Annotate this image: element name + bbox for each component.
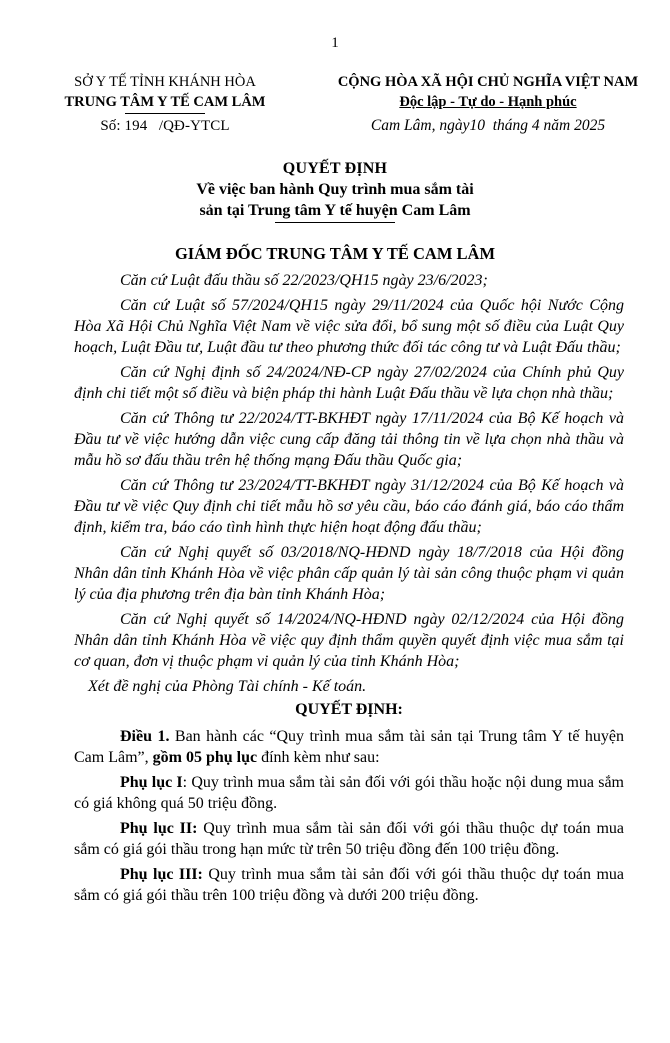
legal-basis-item: Căn cứ Nghị định số 24/2024/NĐ-CP ngày 27/02/2024 của Chính phủ Quy định chi tiết một số điều và biện pháp thi hành Luật Đấu thầu về lựa chọn nhà thầu; xyxy=(74,364,624,402)
legal-basis-item: Căn cứ Thông tư 23/2024/TT-BKHĐT ngày 31/12/2024 của Bộ Kế hoạch và Đầu tư về việc Quy định chi tiết mẫu hồ sơ yêu cầu, báo cáo đánh giá, báo cáo thẩm định, kiểm tra, báo cáo tình hình thực hiện hoạt động đấu thầu; xyxy=(74,477,624,536)
appendix-text: : Quy trình mua sắm tài sản đối với gói thầu hoặc nội dung mua sắm có giá không quá 50 triệu đồng. xyxy=(74,774,625,812)
legal-basis-item: Căn cứ Nghị quyết số 03/2018/NQ-HĐND ngày 18/7/2018 của Hội đồng Nhân dân tỉnh Khánh Hòa về việc phân cấp quản lý tài sản công thuộc phạm vi quản lý của địa phương trên địa bàn tỉnh Khánh Hòa; xyxy=(74,544,624,603)
article-1-text: Ban hành các “Quy trình mua sắm tài sản tại Trung tâm Y tế huyện Cam Lâm”, xyxy=(74,728,625,766)
issuing-agency-block xyxy=(40,72,290,136)
motto: Độc lập - Tự do - Hạnh phúc xyxy=(399,94,577,110)
national-motto-block xyxy=(318,72,658,136)
article-1-label: Điều 1. xyxy=(120,728,170,745)
appendix-text: Quy trình mua sắm tài sản đối với gói thầu thuộc dự toán mua sắm có giá gói thầu trong hạn mức từ trên 50 triệu đồng đến 100 triệu đồng. xyxy=(74,820,624,858)
appendix-text: Quy trình mua sắm tài sản đối với gói thầu thuộc dự toán mua sắm có giá gói thầu trên 100 triệu đồng và dưới 200 triệu đồng. xyxy=(74,866,624,904)
country-name: CỘNG HÒA XÃ HỘI CHỦ NGHĨA VIỆT NAM xyxy=(337,74,639,90)
page-number: 1 xyxy=(331,35,339,51)
appendix-label: Phụ lục II: xyxy=(120,820,198,837)
agency-name: TRUNG TÂM Y TẾ CAM LÂM xyxy=(64,94,266,110)
appendix-item xyxy=(74,772,624,814)
issuing-authority: GIÁM ĐỐC TRUNG TÂM Y TẾ CAM LÂM xyxy=(174,244,496,263)
appendix-label: Phụ lục III: xyxy=(120,866,203,883)
title-line-2: sản tại Trung tâm Y tế huyện Cam Lâm xyxy=(199,202,471,219)
legal-basis-item: Căn cứ Nghị quyết số 14/2024/NQ-HĐND ngày 02/12/2024 của Hội đồng Nhân dân tỉnh Khánh Hòa về việc quy định thẩm quyền quyết định việc mua sắm tại cơ quan, đơn vị thuộc phạm vi quản lý của tỉnh Khánh Hòa; xyxy=(74,611,624,670)
legal-basis-item: Căn cứ Luật đấu thầu số 22/2023/QH15 ngày 23/6/2023; xyxy=(120,272,488,289)
document-number: Số: 194 /QĐ-YTCL xyxy=(100,118,230,134)
document-title-block xyxy=(0,158,670,223)
proposal-line: Xét đề nghị của Phòng Tài chính - Kế toán. xyxy=(88,678,367,695)
article-1-appendix-count: gồm 05 phụ lục xyxy=(152,749,258,766)
document-type-heading: QUYẾT ĐỊNH xyxy=(282,160,388,177)
appendix-item xyxy=(74,864,624,906)
issue-date: Cam Lâm, ngày10 tháng 4 năm 2025 xyxy=(370,117,606,134)
title-line-1: Về việc ban hành Quy trình mua sắm tài xyxy=(196,181,474,198)
appendix-label: Phụ lục I xyxy=(120,774,183,791)
article-1-text-end: đính kèm như sau: xyxy=(257,749,380,766)
title-underline xyxy=(275,222,395,223)
decision-heading: QUYẾT ĐỊNH: xyxy=(295,701,403,718)
agency-parent: SỞ Y TẾ TỈNH KHÁNH HÒA xyxy=(74,74,256,90)
document-body xyxy=(74,270,624,910)
appendix-item xyxy=(74,818,624,860)
legal-basis-item: Căn cứ Luật số 57/2024/QH15 ngày 29/11/2024 của Quốc hội Nước Cộng Hòa Xã Hội Chủ Nghĩa Việt Nam về việc sửa đổi, bổ sung một số điều của Luật Quy hoạch, Luật Đầu tư, Luật đầu tư theo phương thức đối tác công tư và Luật Đấu thầu; xyxy=(74,297,624,356)
article-1 xyxy=(74,726,624,768)
legal-basis-item: Căn cứ Thông tư 22/2024/TT-BKHĐT ngày 17/11/2024 của Bộ Kế hoạch và Đầu tư về việc hướng dẫn việc cung cấp đăng tải thông tin về lựa chọn nhà thầu và mẫu hồ sơ đấu thầu trên hệ thống mạng Đấu thầu Quốc gia; xyxy=(74,410,624,469)
agency-underline xyxy=(125,113,205,114)
